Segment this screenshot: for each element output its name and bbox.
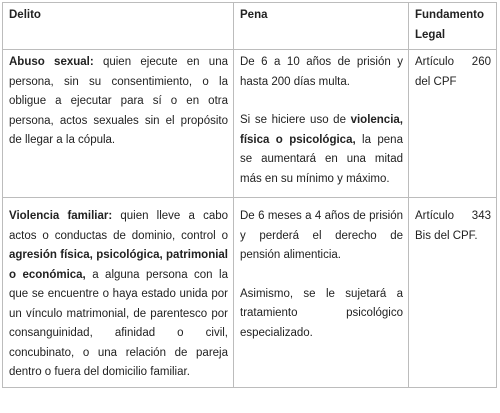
header-pena: Pena [234,3,409,50]
paragraph-spacer [240,92,403,111]
pena-paragraph-1: De 6 a 10 años de prisión y hasta 200 días multa. [240,56,403,88]
cell-delito-abuso [3,50,234,198]
cell-fundamento-abuso: Artículo 260 del CPF [409,50,497,198]
table-row [3,50,497,198]
delito-text: quien ejecute en una persona, sin su consentimiento, o la obligue a ejecutar para sí o en otra persona, actos sexuales sin el propósito de llegar a la cópula. [9,56,228,146]
table-row [3,198,497,388]
paragraph-spacer [240,266,403,285]
cell-pena-violencia [234,198,409,388]
pena-p2-bold: violencia, física o psicológica, [240,114,403,146]
cell-fundamento-violencia: Artículo 343 Bis del CPF. [409,198,497,388]
cell-pena-abuso [234,50,409,198]
delito-text-2: a alguna persona con la que se encuentre o haya estado unida por un vínculo matrimonial, de parentesco por consanguinidad, afinidad o civil, concubinato, o una relación de pareja dentro o fuera del domicilio familiar. [9,268,228,378]
pena-paragraph-2 [240,111,403,189]
table-header-row [3,3,497,50]
delito-term: Abuso sexual: [9,56,94,68]
header-fundamento: Fundamento Legal [409,3,497,50]
cell-delito-violencia [3,198,234,388]
delito-term: Violencia familiar: [9,210,113,222]
pena-p2-pre: Si se hiciere uso de [240,114,351,126]
pena-paragraph-2: Asimismo, se le sujetará a tratamiento psicológico especializado. [240,287,403,339]
delito-bold: agresión física, psicológica, patrimonial o económica, [9,249,228,281]
legal-table [2,2,497,388]
pena-paragraph-1: De 6 meses a 4 años de prisión y perderá el derecho de pensión alimenticia. [240,210,403,261]
legal-table-container [2,2,496,388]
pena-p2-post: la pena se aumentará en una mitad más en su mínimo y máximo. [240,133,403,185]
header-delito: Delito [3,3,234,50]
delito-text-1: quien lleve a cabo actos o conductas de dominio, control o [9,210,229,242]
